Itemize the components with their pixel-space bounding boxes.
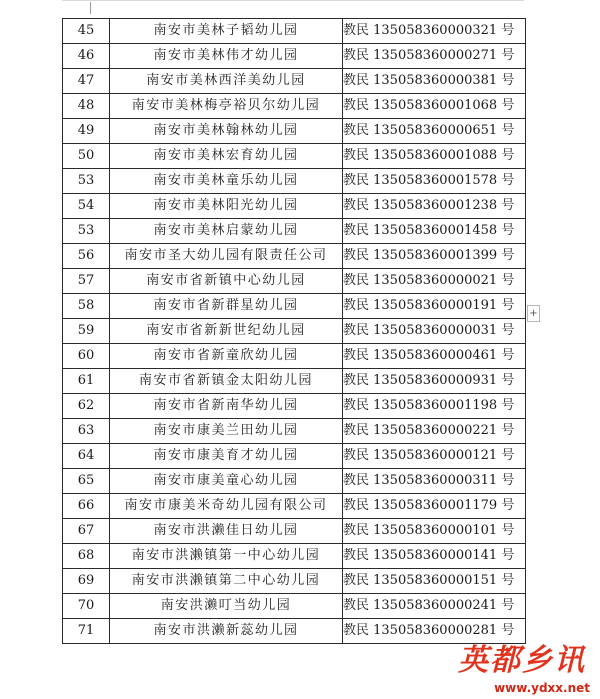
- row-number: 64: [63, 444, 110, 469]
- page-top-edge: [62, 0, 524, 1]
- row-number: 53: [63, 169, 110, 194]
- row-number: 68: [63, 544, 110, 569]
- license-number: 教民 135058360001179 号: [343, 494, 526, 519]
- license-number: 教民 135058360000321 号: [343, 19, 526, 44]
- table-row: [63, 169, 526, 194]
- row-number: 60: [63, 344, 110, 369]
- license-number: 教民 135058360000931 号: [343, 369, 526, 394]
- row-number: 62: [63, 394, 110, 419]
- margin-marker: [90, 2, 91, 14]
- row-number: 70: [63, 594, 110, 619]
- kindergarten-name: 南安市康美育才幼儿园: [110, 444, 343, 469]
- table-row: [63, 344, 526, 369]
- table-row: [63, 444, 526, 469]
- kindergarten-name: 南安市圣大幼儿园有限责任公司: [110, 244, 343, 269]
- table-add-row-button[interactable]: +: [527, 305, 540, 322]
- row-number: 63: [63, 419, 110, 444]
- table-row: [63, 544, 526, 569]
- license-number: 教民 135058360000121 号: [343, 444, 526, 469]
- kindergarten-name: 南安市美林伟才幼儿园: [110, 44, 343, 69]
- table-row: [63, 394, 526, 419]
- row-number: 56: [63, 244, 110, 269]
- license-number: 教民 135058360001238 号: [343, 194, 526, 219]
- table-row: [63, 144, 526, 169]
- kindergarten-name: 南安市省新南华幼儿园: [110, 394, 343, 419]
- table-row: [63, 419, 526, 444]
- kindergarten-license-table: [62, 18, 526, 644]
- row-number: 45: [63, 19, 110, 44]
- license-number: 教民 135058360001068 号: [343, 94, 526, 119]
- table-row: [63, 219, 526, 244]
- kindergarten-name: 南安市省新群星幼儿园: [110, 294, 343, 319]
- table-row: [63, 44, 526, 69]
- table-row: [63, 319, 526, 344]
- row-number: 54: [63, 194, 110, 219]
- kindergarten-name: 南安市康美童心幼儿园: [110, 469, 343, 494]
- license-number: 教民 135058360001458 号: [343, 219, 526, 244]
- kindergarten-name: 南安市美林阳光幼儿园: [110, 194, 343, 219]
- row-number: 48: [63, 94, 110, 119]
- kindergarten-name: 南安市康美兰田幼儿园: [110, 419, 343, 444]
- kindergarten-name: 南安市省新镇中心幼儿园: [110, 269, 343, 294]
- watermark-title: 英都乡讯: [458, 643, 586, 678]
- row-number: 46: [63, 44, 110, 69]
- row-number: 53: [63, 219, 110, 244]
- row-number: 58: [63, 294, 110, 319]
- kindergarten-name: 南安市洪濑镇第二中心幼儿园: [110, 569, 343, 594]
- row-number: 50: [63, 144, 110, 169]
- license-number: 教民 135058360000031 号: [343, 319, 526, 344]
- license-number: 教民 135058360000271 号: [343, 44, 526, 69]
- license-number: 教民 135058360000381 号: [343, 69, 526, 94]
- kindergarten-name: 南安市省新童欣幼儿园: [110, 344, 343, 369]
- kindergarten-name: 南安市洪濑佳日幼儿园: [110, 519, 343, 544]
- license-number: 教民 135058360000241 号: [343, 594, 526, 619]
- row-number: 47: [63, 69, 110, 94]
- license-number: 教民 135058360001399 号: [343, 244, 526, 269]
- kindergarten-name: 南安市康美米奇幼儿园有限公司: [110, 494, 343, 519]
- license-number: 教民 135058360001578 号: [343, 169, 526, 194]
- kindergarten-name: 南安市美林启蒙幼儿园: [110, 219, 343, 244]
- site-watermark: [436, 637, 596, 697]
- license-number: 教民 135058360000021 号: [343, 269, 526, 294]
- kindergarten-name: 南安市美林宏育幼儿园: [110, 144, 343, 169]
- kindergarten-name: 南安市省新新世纪幼儿园: [110, 319, 343, 344]
- row-number: 57: [63, 269, 110, 294]
- license-number: 教民 135058360000221 号: [343, 419, 526, 444]
- kindergarten-name: 南安市美林西洋美幼儿园: [110, 69, 343, 94]
- kindergarten-name: 南安市美林子韬幼儿园: [110, 19, 343, 44]
- license-number: 教民 135058360000151 号: [343, 569, 526, 594]
- license-number: 教民 135058360001088 号: [343, 144, 526, 169]
- table-row: [63, 594, 526, 619]
- kindergarten-name: 南安市美林翰林幼儿园: [110, 119, 343, 144]
- license-number: 教民 135058360000311 号: [343, 469, 526, 494]
- table-row: [63, 569, 526, 594]
- row-number: 59: [63, 319, 110, 344]
- kindergarten-name: 南安市省新镇金太阳幼儿园: [110, 369, 343, 394]
- row-number: 66: [63, 494, 110, 519]
- kindergarten-name: 南安市洪濑镇第一中心幼儿园: [110, 544, 343, 569]
- table-row: [63, 369, 526, 394]
- table-row: [63, 119, 526, 144]
- table-row: [63, 19, 526, 44]
- kindergarten-name: 南安市美林梅亭裕贝尔幼儿园: [110, 94, 343, 119]
- license-number: 教民 135058360000101 号: [343, 519, 526, 544]
- license-number: 教民 135058360001198 号: [343, 394, 526, 419]
- table-row: [63, 494, 526, 519]
- table-row: [63, 269, 526, 294]
- table-row: [63, 294, 526, 319]
- license-number: 教民 135058360000191 号: [343, 294, 526, 319]
- row-number: 67: [63, 519, 110, 544]
- kindergarten-name: 南安市美林童乐幼儿园: [110, 169, 343, 194]
- table-row: [63, 69, 526, 94]
- license-number: 教民 135058360000651 号: [343, 119, 526, 144]
- watermark-url: www.ydxx.net: [494, 681, 590, 695]
- row-number: 69: [63, 569, 110, 594]
- license-number: 教民 135058360000461 号: [343, 344, 526, 369]
- row-number: 61: [63, 369, 110, 394]
- kindergarten-name: 南安洪濑叮当幼儿园: [110, 594, 343, 619]
- kindergarten-name: 南安市洪濑新蕊幼儿园: [110, 619, 343, 644]
- license-number: 教民 135058360000141 号: [343, 544, 526, 569]
- table-body: [63, 19, 526, 644]
- row-number: 71: [63, 619, 110, 644]
- row-number: 49: [63, 119, 110, 144]
- table-row: [63, 519, 526, 544]
- table-row: [63, 94, 526, 119]
- license-number: 教民 135058360000281 号: [343, 619, 526, 644]
- table-row: [63, 469, 526, 494]
- table-row: [63, 194, 526, 219]
- row-number: 65: [63, 469, 110, 494]
- table-row: [63, 244, 526, 269]
